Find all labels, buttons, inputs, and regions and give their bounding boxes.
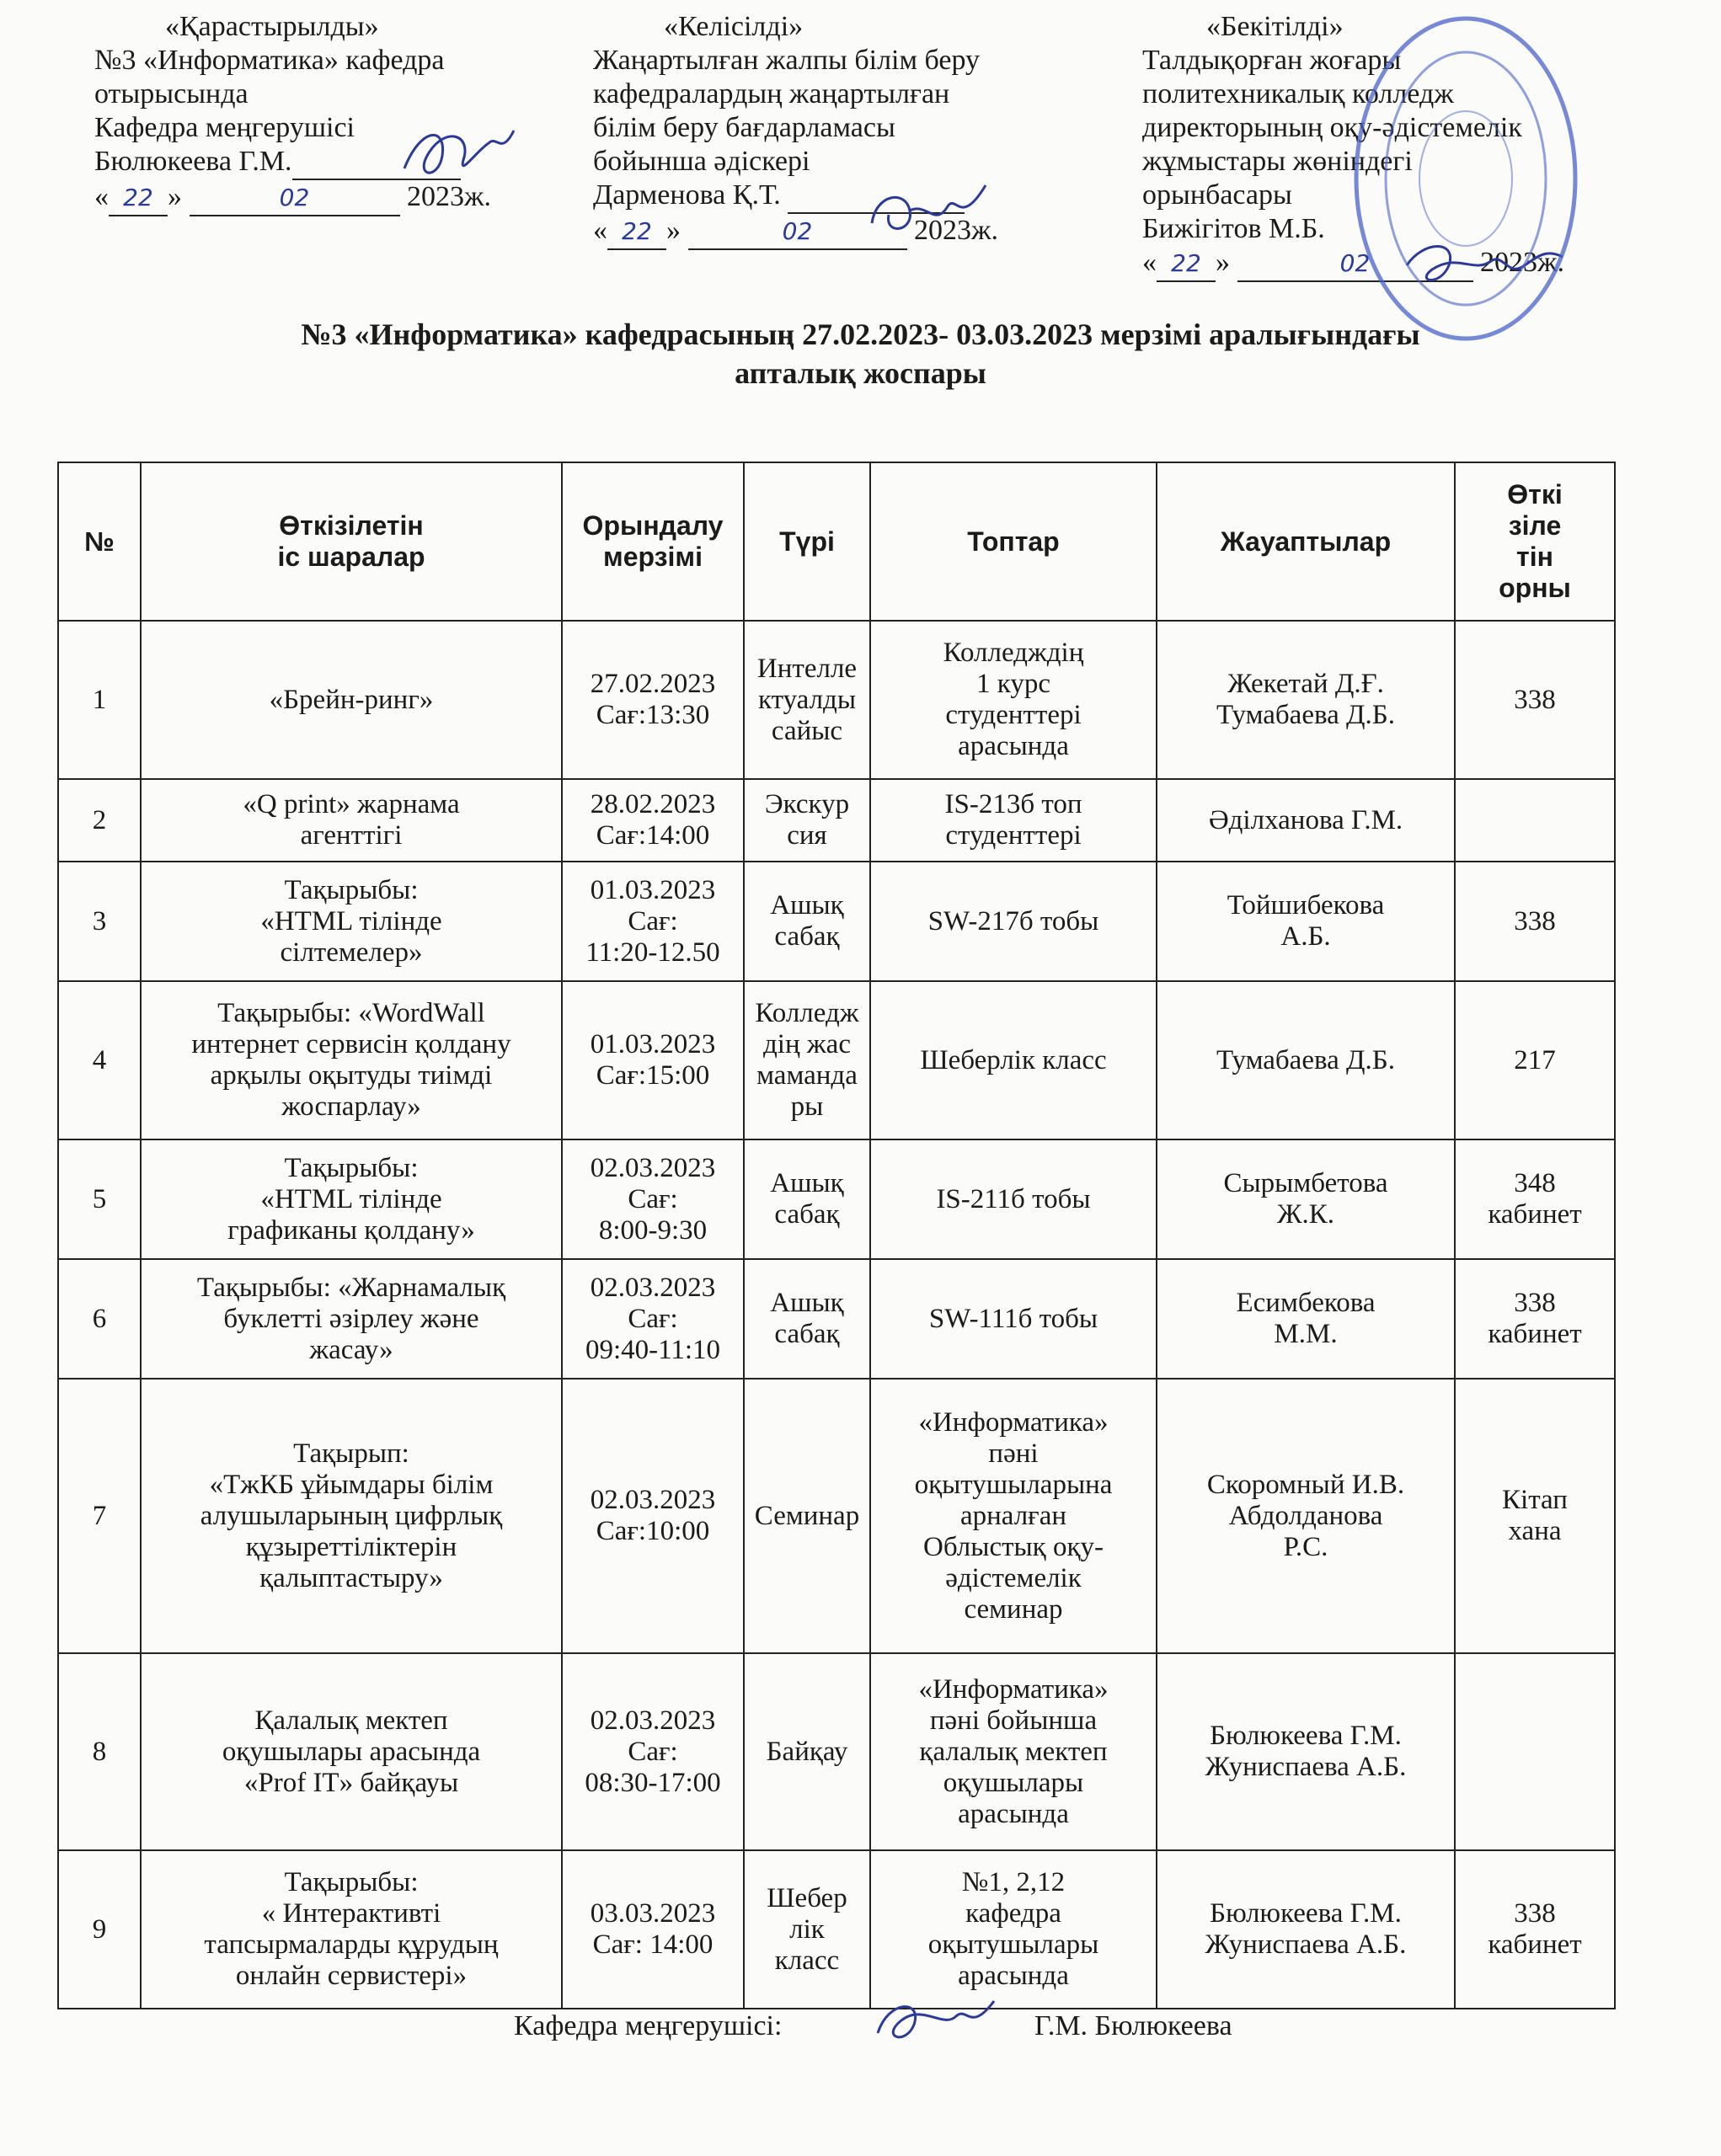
table-row — [58, 621, 1615, 779]
cell-num: 1 — [58, 621, 141, 779]
date-month: 02 — [688, 215, 907, 250]
cell-place: 338 кабинет — [1455, 1259, 1615, 1379]
cell-responsible: Әділханова Г.М. — [1157, 779, 1455, 862]
cell-deadline: 02.03.2023 Сағ: 8:00-9:30 — [562, 1139, 744, 1259]
approval-line: Бижігітов М.Б. — [1142, 213, 1325, 244]
approval-agreed — [593, 10, 1065, 250]
cell-place: 338 — [1455, 621, 1615, 779]
approval-heading: «Қарастырылды» — [165, 11, 379, 42]
title-line-2: апталық жоспары — [735, 356, 986, 390]
cell-event: «Q print» жарнама агенттігі — [141, 779, 562, 862]
cell-event: «Брейн-ринг» — [141, 621, 562, 779]
cell-num: 7 — [58, 1379, 141, 1653]
table-row — [58, 779, 1615, 862]
cell-type: Колледж дің жас маманда ры — [744, 981, 870, 1139]
cell-event: Тақырыбы: «WordWall интернет сервисін қолдану арқылы оқытуды тиімді жоспарлау» — [141, 981, 562, 1139]
cell-place: 217 — [1455, 981, 1615, 1139]
cell-num: 9 — [58, 1850, 141, 2009]
table-header-row — [58, 462, 1615, 621]
approval-heading: «Бекітілді» — [1206, 11, 1344, 42]
approval-line: кафедралардың жаңартылған — [593, 78, 950, 109]
date-month: 02 — [1237, 247, 1473, 282]
title-line-1: №3 «Информатика» кафедрасының 27.02.2023- 03.03.2023 мерзімі аралығындағы — [301, 318, 1420, 351]
approval-line: бойынша әдіскері — [593, 146, 810, 177]
cell-place: 338 — [1455, 862, 1615, 981]
cell-deadline: 02.03.2023 Сағ: 08:30-17:00 — [562, 1653, 744, 1850]
date-year: 2023ж. — [914, 215, 998, 246]
header-deadline: Орындалу мерзімі — [562, 462, 744, 621]
cell-num: 4 — [58, 981, 141, 1139]
cell-event: Тақырыбы: « Интерактивті тапсырмаларды құрудың онлайн сервистері» — [141, 1850, 562, 2009]
approval-line: директорының оқу-әдістемелік — [1142, 112, 1522, 143]
cell-deadline: 03.03.2023 Сағ: 14:00 — [562, 1850, 744, 2009]
date-month: 02 — [190, 181, 400, 216]
footer-label: Кафедра меңгерушісі: — [514, 2010, 783, 2041]
approval-line: политехникалық колледж — [1142, 78, 1454, 109]
date-year: 2023ж. — [1480, 247, 1564, 278]
date-day: 22 — [109, 181, 168, 216]
cell-type: Ашық сабақ — [744, 1139, 870, 1259]
cell-place: Кітап хана — [1455, 1379, 1615, 1653]
approval-line: Бюлюкеева Г.М. — [94, 146, 292, 177]
cell-deadline: 28.02.2023 Сағ:14:00 — [562, 779, 744, 862]
cell-responsible: Есимбекова М.М. — [1157, 1259, 1455, 1379]
table-row — [58, 862, 1615, 981]
header-num: № — [58, 462, 141, 621]
cell-groups: «Информатика» пәні бойынша қалалық мектеп оқушылары арасында — [870, 1653, 1157, 1850]
cell-num: 6 — [58, 1259, 141, 1379]
approval-date: « 22 » 02 2023ж. — [94, 180, 566, 216]
cell-groups: №1, 2,12 кафедра оқытушылары арасында — [870, 1850, 1157, 2009]
table-row — [58, 1850, 1615, 2009]
cell-num: 8 — [58, 1653, 141, 1850]
date-day: 22 — [607, 215, 666, 250]
table-row — [58, 1139, 1615, 1259]
cell-groups: Шеберлік класс — [870, 981, 1157, 1139]
cell-type: Байқау — [744, 1653, 870, 1850]
header-type: Түрі — [744, 462, 870, 621]
cell-deadline: 02.03.2023 Сағ: 09:40-11:10 — [562, 1259, 744, 1379]
cell-deadline: 27.02.2023 Сағ:13:30 — [562, 621, 744, 779]
cell-num: 2 — [58, 779, 141, 862]
cell-event: Қалалық мектеп оқушылары арасында «Prof IT» байқауы — [141, 1653, 562, 1850]
cell-groups: SW-111б тобы — [870, 1259, 1157, 1379]
date-year: 2023ж. — [407, 181, 491, 212]
approval-line: Дарменова Қ.Т. — [593, 179, 781, 211]
approval-line: Жаңартылған жалпы білім беру — [593, 45, 980, 76]
cell-event: Тақырыбы: «HTML тілінде сілтемелер» — [141, 862, 562, 981]
approval-line: Талдықорған жоғары — [1142, 45, 1402, 76]
cell-num: 3 — [58, 862, 141, 981]
cell-responsible: Бюлюкеева Г.М. Жуниспаева А.Б. — [1157, 1850, 1455, 2009]
table-row — [58, 1653, 1615, 1850]
approval-heading: «Келісілді» — [664, 11, 804, 42]
footer-name: Г.М. Бюлюкеева — [1034, 2010, 1232, 2041]
approval-line: Кафедра меңгерушісі — [94, 112, 355, 143]
document-title — [51, 315, 1670, 392]
approval-line: орынбасары — [1142, 179, 1292, 211]
cell-place — [1455, 1653, 1615, 1850]
header-place: Өткі зіле тін орны — [1455, 462, 1615, 621]
cell-responsible: Сырымбетова Ж.К. — [1157, 1139, 1455, 1259]
signature-head-icon — [396, 118, 522, 194]
approval-line: жұмыстары жөніндегі — [1142, 146, 1413, 177]
cell-event: Тақырыбы: «HTML тілінде графиканы қолдану» — [141, 1139, 562, 1259]
cell-type: Ашық сабақ — [744, 862, 870, 981]
cell-groups: Колледждің 1 курс студенттері арасында — [870, 621, 1157, 779]
cell-num: 5 — [58, 1139, 141, 1259]
approval-line: білім беру бағдарламасы — [593, 112, 895, 143]
approval-line: №3 «Информатика» кафедра — [94, 45, 445, 76]
header-event: Өткізілетін іс шаралар — [141, 462, 562, 621]
header-groups: Топтар — [870, 462, 1157, 621]
cell-groups: «Информатика» пәні оқытушыларына арналған Облыстық оқу- әдістемелік семинар — [870, 1379, 1157, 1653]
cell-deadline: 01.03.2023 Сағ: 11:20-12.50 — [562, 862, 744, 981]
weekly-plan-table — [57, 462, 1616, 2009]
cell-responsible: Тойшибекова А.Б. — [1157, 862, 1455, 981]
date-day: 22 — [1157, 247, 1216, 282]
approval-signature-line — [593, 179, 1065, 214]
cell-responsible: Скоромный И.В. Абдолданова Р.С. — [1157, 1379, 1455, 1653]
signature-footer-icon — [868, 1991, 1002, 2058]
cell-groups: SW-217б тобы — [870, 862, 1157, 981]
approval-date: « 22 » 02 2023ж. — [1142, 246, 1665, 282]
header-responsible: Жауаптылар — [1157, 462, 1455, 621]
cell-responsible: Жекетай Д.Ғ. Тумабаева Д.Б. — [1157, 621, 1455, 779]
table-row — [58, 1379, 1615, 1653]
cell-place: 348 кабинет — [1455, 1139, 1615, 1259]
cell-responsible: Тумабаева Д.Б. — [1157, 981, 1455, 1139]
cell-type: Экскур сия — [744, 779, 870, 862]
cell-type: Ашық сабақ — [744, 1259, 870, 1379]
table-row — [58, 1259, 1615, 1379]
table-row — [58, 981, 1615, 1139]
cell-type: Шебер лік класс — [744, 1850, 870, 2009]
cell-type: Интелле ктуалды сайыс — [744, 621, 870, 779]
approval-date: « 22 » 02 2023ж. — [593, 214, 1065, 250]
signature-methodist-icon — [859, 177, 994, 253]
cell-event: Тақырып: «ТжКБ ұйымдары білім алушыларының цифрлық құзыреттіліктерін қалыптастыру» — [141, 1379, 562, 1653]
cell-type: Семинар — [744, 1379, 870, 1653]
cell-responsible: Бюлюкеева Г.М. Жуниспаева А.Б. — [1157, 1653, 1455, 1850]
approval-line: отырысында — [94, 78, 249, 109]
cell-groups: IS-213б топ студенттері — [870, 779, 1157, 862]
cell-deadline: 01.03.2023 Сағ:15:00 — [562, 981, 744, 1139]
cell-groups: IS-211б тобы — [870, 1139, 1157, 1259]
cell-deadline: 02.03.2023 Сағ:10:00 — [562, 1379, 744, 1653]
cell-place: 338 кабинет — [1455, 1850, 1615, 2009]
official-stamp-icon — [1348, 10, 1584, 347]
cell-event: Тақырыбы: «Жарнамалық буклетті әзірлеу және жасау» — [141, 1259, 562, 1379]
cell-place — [1455, 779, 1615, 862]
